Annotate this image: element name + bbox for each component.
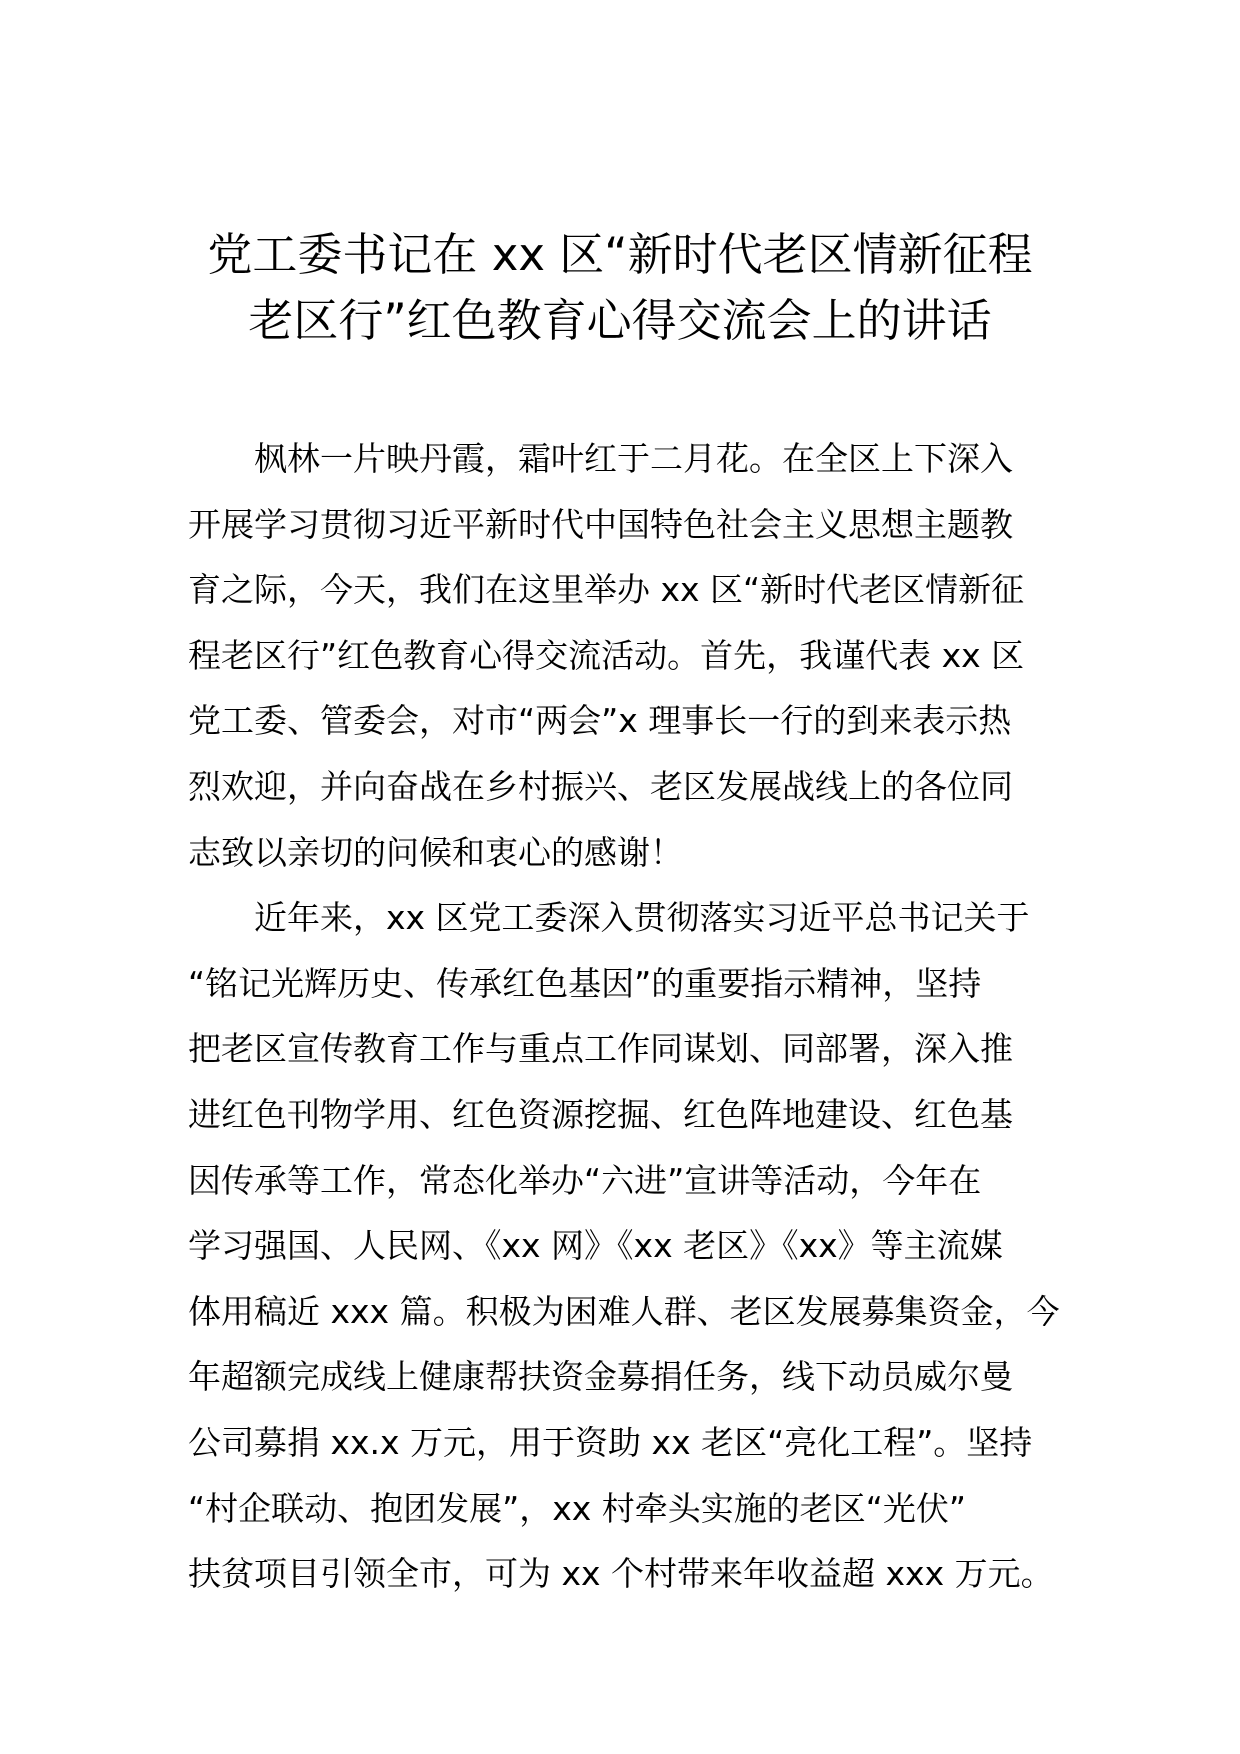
text-line: 学习强国、人民网、《xx 网》《xx 老区》《xx》等主流媒 — [188, 1226, 1003, 1266]
text-line: 扶贫项目引领全市，可为 xx 个村带来年收益超 xxx 万元。 — [188, 1554, 1054, 1594]
title-line-2: 老区行”红色教育心得交流会上的讲话 — [248, 294, 992, 347]
text-line: 党工委、管委会，对市“两会”x 理事长一行的到来表示热 — [188, 701, 1012, 741]
paragraph-1 — [188, 426, 1063, 885]
text-line: 把老区宣传教育工作与重点工作同谋划、同部署，深入推 — [188, 1029, 1013, 1069]
text-line: “村企联动、抱团发展”，xx 村牵头实施的老区“光伏” — [188, 1488, 966, 1528]
text-line: 公司募捐 xx.x 万元，用于资助 xx 老区“亮化工程”。坚持 — [188, 1422, 1033, 1462]
title-line-1: 党工委书记在 xx 区“新时代老区情新征程 — [207, 228, 1033, 281]
text-line: 开展学习贯彻习近平新时代中国特色社会主义思想主题教 — [188, 504, 1013, 544]
text-line: 枫林一片映丹霞，霜叶红于二月花。在全区上下深入 — [254, 439, 1013, 478]
text-line: 近年来，xx 区党工委深入贯彻落实习近平总书记关于 — [254, 898, 1030, 938]
document-title — [190, 222, 1050, 354]
text-line: 烈欢迎，并向奋战在乡村振兴、老区发展战线上的各位同 — [188, 766, 1013, 806]
text-line: 体用稿近 xxx 篇。积极为困难人群、老区发展募集资金，今 — [188, 1291, 1060, 1331]
document-body — [188, 426, 1063, 1607]
text-line: 志致以亲切的问候和衷心的感谢！ — [188, 832, 683, 872]
text-line: 进红色刊物学用、红色资源挖掘、红色阵地建设、红色基 — [188, 1094, 1013, 1134]
text-line: 年超额完成线上健康帮扶资金募捐任务，线下动员威尔曼 — [188, 1357, 1013, 1397]
text-line: 程老区行”红色教育心得交流活动。首先，我谨代表 xx 区 — [188, 635, 1025, 675]
text-line: “铭记光辉历史、传承红色基因”的重要指示精神，坚持 — [188, 963, 982, 1003]
text-line: 育之际，今天，我们在这里举办 xx 区“新时代老区情新征 — [188, 570, 1025, 610]
text-line: 因传承等工作，常态化举办“六进”宣讲等活动，今年在 — [188, 1160, 982, 1200]
paragraph-2 — [188, 885, 1063, 1607]
